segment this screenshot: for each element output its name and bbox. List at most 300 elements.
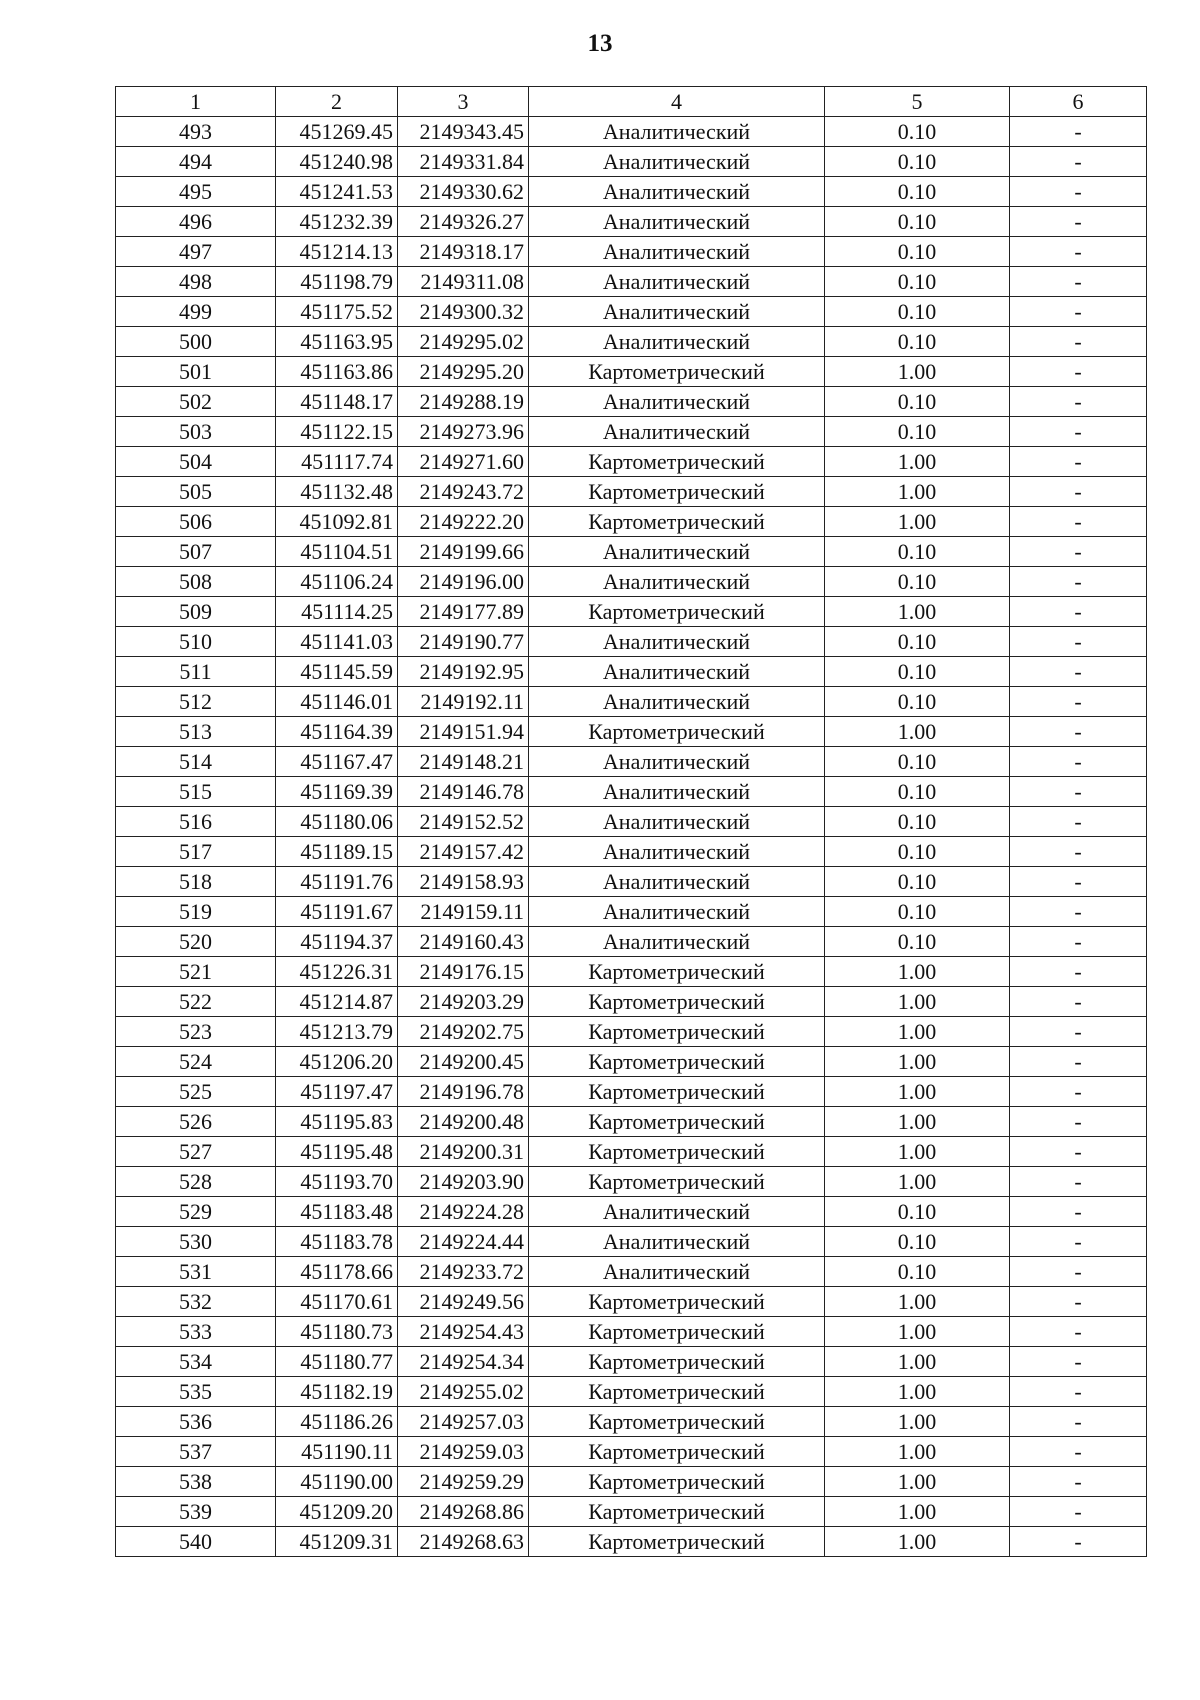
column-header-1: 1 [116,87,276,117]
y-coordinate-cell: 2149160.43 [398,927,529,957]
point-number-cell: 527 [116,1137,276,1167]
x-coordinate-cell: 451117.74 [276,447,398,477]
accuracy-cell: 1.00 [825,1287,1010,1317]
accuracy-cell: 1.00 [825,1377,1010,1407]
accuracy-cell: 1.00 [825,1467,1010,1497]
table-row [116,477,1147,507]
method-cell: Аналитический [529,1257,825,1287]
method-cell: Картометрический [529,987,825,1017]
method-cell: Аналитический [529,237,825,267]
table-row [116,1137,1147,1167]
point-number-cell: 511 [116,657,276,687]
accuracy-cell: 0.10 [825,687,1010,717]
table-row [116,807,1147,837]
method-cell: Аналитический [529,897,825,927]
y-coordinate-cell: 2149152.52 [398,807,529,837]
x-coordinate-cell: 451180.77 [276,1347,398,1377]
x-coordinate-cell: 451170.61 [276,1287,398,1317]
x-coordinate-cell: 451146.01 [276,687,398,717]
accuracy-cell: 0.10 [825,537,1010,567]
table-row [116,1377,1147,1407]
point-number-cell: 500 [116,327,276,357]
x-coordinate-cell: 451191.67 [276,897,398,927]
x-coordinate-cell: 451198.79 [276,267,398,297]
method-cell: Аналитический [529,207,825,237]
point-number-cell: 497 [116,237,276,267]
x-coordinate-cell: 451141.03 [276,627,398,657]
method-cell: Аналитический [529,177,825,207]
method-cell: Аналитический [529,927,825,957]
table-row [116,177,1147,207]
point-number-cell: 532 [116,1287,276,1317]
y-coordinate-cell: 2149257.03 [398,1407,529,1437]
method-cell: Картометрический [529,477,825,507]
method-cell: Аналитический [529,387,825,417]
x-coordinate-cell: 451180.06 [276,807,398,837]
table-row [116,747,1147,777]
accuracy-cell: 1.00 [825,1437,1010,1467]
x-coordinate-cell: 451226.31 [276,957,398,987]
accuracy-cell: 1.00 [825,357,1010,387]
note-cell: - [1010,867,1147,897]
y-coordinate-cell: 2149254.34 [398,1347,529,1377]
method-cell: Картометрический [529,507,825,537]
accuracy-cell: 1.00 [825,597,1010,627]
point-number-cell: 496 [116,207,276,237]
x-coordinate-cell: 451175.52 [276,297,398,327]
point-number-cell: 522 [116,987,276,1017]
accuracy-cell: 0.10 [825,1227,1010,1257]
point-number-cell: 518 [116,867,276,897]
method-cell: Аналитический [529,537,825,567]
y-coordinate-cell: 2149222.20 [398,507,529,537]
table-row [116,1047,1147,1077]
accuracy-cell: 0.10 [825,657,1010,687]
y-coordinate-cell: 2149271.60 [398,447,529,477]
y-coordinate-cell: 2149148.21 [398,747,529,777]
method-cell: Картометрический [529,1467,825,1497]
table-row [116,507,1147,537]
y-coordinate-cell: 2149331.84 [398,147,529,177]
note-cell: - [1010,1347,1147,1377]
point-number-cell: 523 [116,1017,276,1047]
point-number-cell: 514 [116,747,276,777]
table-row [116,567,1147,597]
x-coordinate-cell: 451092.81 [276,507,398,537]
x-coordinate-cell: 451183.48 [276,1197,398,1227]
x-coordinate-cell: 451163.95 [276,327,398,357]
note-cell: - [1010,1497,1147,1527]
y-coordinate-cell: 2149300.32 [398,297,529,327]
note-cell: - [1010,147,1147,177]
table-row [116,1317,1147,1347]
x-coordinate-cell: 451183.78 [276,1227,398,1257]
note-cell: - [1010,1227,1147,1257]
method-cell: Аналитический [529,417,825,447]
note-cell: - [1010,1197,1147,1227]
note-cell: - [1010,1017,1147,1047]
note-cell: - [1010,657,1147,687]
coordinates-table [115,86,1147,1557]
note-cell: - [1010,927,1147,957]
column-header-5: 5 [825,87,1010,117]
table-row [116,1227,1147,1257]
method-cell: Картометрический [529,1107,825,1137]
method-cell: Картометрический [529,597,825,627]
accuracy-cell: 1.00 [825,957,1010,987]
point-number-cell: 507 [116,537,276,567]
method-cell: Картометрический [529,1287,825,1317]
method-cell: Картометрический [529,357,825,387]
x-coordinate-cell: 451191.76 [276,867,398,897]
accuracy-cell: 1.00 [825,1347,1010,1377]
column-header-2: 2 [276,87,398,117]
method-cell: Картометрический [529,717,825,747]
table-row [116,1467,1147,1497]
method-cell: Аналитический [529,657,825,687]
note-cell: - [1010,1137,1147,1167]
y-coordinate-cell: 2149203.29 [398,987,529,1017]
y-coordinate-cell: 2149200.48 [398,1107,529,1137]
table-row [116,627,1147,657]
x-coordinate-cell: 451190.11 [276,1437,398,1467]
method-cell: Аналитический [529,1227,825,1257]
method-cell: Картометрический [529,1317,825,1347]
table-row [116,957,1147,987]
table-row [116,207,1147,237]
note-cell: - [1010,267,1147,297]
x-coordinate-cell: 451145.59 [276,657,398,687]
note-cell: - [1010,837,1147,867]
point-number-cell: 521 [116,957,276,987]
table-row [116,297,1147,327]
note-cell: - [1010,957,1147,987]
note-cell: - [1010,597,1147,627]
note-cell: - [1010,117,1147,147]
point-number-cell: 509 [116,597,276,627]
point-number-cell: 538 [116,1467,276,1497]
note-cell: - [1010,777,1147,807]
note-cell: - [1010,627,1147,657]
table-row [116,1017,1147,1047]
y-coordinate-cell: 2149295.20 [398,357,529,387]
table-row [116,867,1147,897]
point-number-cell: 537 [116,1437,276,1467]
accuracy-cell: 0.10 [825,117,1010,147]
y-coordinate-cell: 2149255.02 [398,1377,529,1407]
table-body [116,117,1147,1557]
point-number-cell: 533 [116,1317,276,1347]
table-row [116,537,1147,567]
method-cell: Картометрический [529,1347,825,1377]
accuracy-cell: 1.00 [825,447,1010,477]
note-cell: - [1010,1437,1147,1467]
table-row [116,447,1147,477]
x-coordinate-cell: 451190.00 [276,1467,398,1497]
note-cell: - [1010,177,1147,207]
x-coordinate-cell: 451122.15 [276,417,398,447]
note-cell: - [1010,387,1147,417]
point-number-cell: 529 [116,1197,276,1227]
y-coordinate-cell: 2149224.28 [398,1197,529,1227]
table-row [116,597,1147,627]
note-cell: - [1010,1077,1147,1107]
point-number-cell: 512 [116,687,276,717]
table-row [116,387,1147,417]
y-coordinate-cell: 2149151.94 [398,717,529,747]
y-coordinate-cell: 2149203.90 [398,1167,529,1197]
note-cell: - [1010,1317,1147,1347]
method-cell: Картометрический [529,1047,825,1077]
point-number-cell: 535 [116,1377,276,1407]
y-coordinate-cell: 2149177.89 [398,597,529,627]
x-coordinate-cell: 451167.47 [276,747,398,777]
method-cell: Аналитический [529,1197,825,1227]
note-cell: - [1010,357,1147,387]
x-coordinate-cell: 451206.20 [276,1047,398,1077]
note-cell: - [1010,1167,1147,1197]
y-coordinate-cell: 2149200.31 [398,1137,529,1167]
x-coordinate-cell: 451148.17 [276,387,398,417]
note-cell: - [1010,807,1147,837]
point-number-cell: 501 [116,357,276,387]
x-coordinate-cell: 451106.24 [276,567,398,597]
method-cell: Картометрический [529,1377,825,1407]
y-coordinate-cell: 2149176.15 [398,957,529,987]
note-cell: - [1010,747,1147,777]
note-cell: - [1010,1047,1147,1077]
y-coordinate-cell: 2149330.62 [398,177,529,207]
x-coordinate-cell: 451163.86 [276,357,398,387]
y-coordinate-cell: 2149202.75 [398,1017,529,1047]
column-header-4: 4 [529,87,825,117]
note-cell: - [1010,1467,1147,1497]
accuracy-cell: 1.00 [825,1047,1010,1077]
note-cell: - [1010,327,1147,357]
accuracy-cell: 1.00 [825,1527,1010,1557]
method-cell: Картометрический [529,957,825,987]
table-row [116,267,1147,297]
y-coordinate-cell: 2149259.29 [398,1467,529,1497]
method-cell: Аналитический [529,687,825,717]
table-row [116,147,1147,177]
note-cell: - [1010,687,1147,717]
accuracy-cell: 0.10 [825,177,1010,207]
method-cell: Картометрический [529,1167,825,1197]
note-cell: - [1010,417,1147,447]
x-coordinate-cell: 451169.39 [276,777,398,807]
y-coordinate-cell: 2149157.42 [398,837,529,867]
note-cell: - [1010,477,1147,507]
y-coordinate-cell: 2149190.77 [398,627,529,657]
y-coordinate-cell: 2149273.96 [398,417,529,447]
table-row [116,1527,1147,1557]
table-row [116,1257,1147,1287]
y-coordinate-cell: 2149343.45 [398,117,529,147]
table-row [116,1497,1147,1527]
point-number-cell: 516 [116,807,276,837]
method-cell: Аналитический [529,777,825,807]
accuracy-cell: 1.00 [825,1077,1010,1107]
accuracy-cell: 1.00 [825,1167,1010,1197]
y-coordinate-cell: 2149288.19 [398,387,529,417]
x-coordinate-cell: 451214.13 [276,237,398,267]
point-number-cell: 506 [116,507,276,537]
column-header-3: 3 [398,87,529,117]
method-cell: Аналитический [529,867,825,897]
accuracy-cell: 0.10 [825,297,1010,327]
point-number-cell: 517 [116,837,276,867]
accuracy-cell: 0.10 [825,837,1010,867]
point-number-cell: 513 [116,717,276,747]
y-coordinate-cell: 2149224.44 [398,1227,529,1257]
method-cell: Картометрический [529,1527,825,1557]
point-number-cell: 499 [116,297,276,327]
point-number-cell: 502 [116,387,276,417]
accuracy-cell: 0.10 [825,417,1010,447]
x-coordinate-cell: 451209.31 [276,1527,398,1557]
accuracy-cell: 1.00 [825,1497,1010,1527]
accuracy-cell: 1.00 [825,1107,1010,1137]
accuracy-cell: 0.10 [825,627,1010,657]
table-row [116,357,1147,387]
note-cell: - [1010,1407,1147,1437]
table-row [116,717,1147,747]
column-header-6: 6 [1010,87,1147,117]
method-cell: Аналитический [529,327,825,357]
accuracy-cell: 0.10 [825,327,1010,357]
point-number-cell: 498 [116,267,276,297]
table-row [116,837,1147,867]
table-row [116,1347,1147,1377]
point-number-cell: 539 [116,1497,276,1527]
accuracy-cell: 0.10 [825,207,1010,237]
x-coordinate-cell: 451240.98 [276,147,398,177]
accuracy-cell: 0.10 [825,867,1010,897]
accuracy-cell: 0.10 [825,777,1010,807]
table-row [116,1077,1147,1107]
y-coordinate-cell: 2149200.45 [398,1047,529,1077]
x-coordinate-cell: 451104.51 [276,537,398,567]
table-row [116,1407,1147,1437]
method-cell: Аналитический [529,807,825,837]
table-row [116,987,1147,1017]
method-cell: Аналитический [529,117,825,147]
accuracy-cell: 0.10 [825,897,1010,927]
point-number-cell: 524 [116,1047,276,1077]
method-cell: Картометрический [529,1077,825,1107]
y-coordinate-cell: 2149326.27 [398,207,529,237]
note-cell: - [1010,1527,1147,1557]
x-coordinate-cell: 451178.66 [276,1257,398,1287]
accuracy-cell: 0.10 [825,237,1010,267]
point-number-cell: 504 [116,447,276,477]
accuracy-cell: 0.10 [825,747,1010,777]
method-cell: Аналитический [529,567,825,597]
x-coordinate-cell: 451195.48 [276,1137,398,1167]
note-cell: - [1010,717,1147,747]
point-number-cell: 540 [116,1527,276,1557]
accuracy-cell: 1.00 [825,477,1010,507]
note-cell: - [1010,1257,1147,1287]
table-row [116,1287,1147,1317]
point-number-cell: 505 [116,477,276,507]
x-coordinate-cell: 451189.15 [276,837,398,867]
x-coordinate-cell: 451241.53 [276,177,398,207]
page-number: 13 [587,30,613,57]
y-coordinate-cell: 2149196.00 [398,567,529,597]
y-coordinate-cell: 2149243.72 [398,477,529,507]
y-coordinate-cell: 2149159.11 [398,897,529,927]
accuracy-cell: 0.10 [825,807,1010,837]
note-cell: - [1010,897,1147,927]
method-cell: Аналитический [529,267,825,297]
table-row [116,897,1147,927]
y-coordinate-cell: 2149254.43 [398,1317,529,1347]
note-cell: - [1010,567,1147,597]
x-coordinate-cell: 451114.25 [276,597,398,627]
point-number-cell: 519 [116,897,276,927]
point-number-cell: 534 [116,1347,276,1377]
method-cell: Аналитический [529,837,825,867]
method-cell: Картометрический [529,1137,825,1167]
note-cell: - [1010,1107,1147,1137]
x-coordinate-cell: 451214.87 [276,987,398,1017]
point-number-cell: 493 [116,117,276,147]
x-coordinate-cell: 451180.73 [276,1317,398,1347]
point-number-cell: 526 [116,1107,276,1137]
y-coordinate-cell: 2149268.86 [398,1497,529,1527]
point-number-cell: 510 [116,627,276,657]
x-coordinate-cell: 451132.48 [276,477,398,507]
x-coordinate-cell: 451195.83 [276,1107,398,1137]
y-coordinate-cell: 2149249.56 [398,1287,529,1317]
y-coordinate-cell: 2149295.02 [398,327,529,357]
method-cell: Картометрический [529,1497,825,1527]
x-coordinate-cell: 451269.45 [276,117,398,147]
point-number-cell: 536 [116,1407,276,1437]
accuracy-cell: 0.10 [825,1197,1010,1227]
point-number-cell: 515 [116,777,276,807]
note-cell: - [1010,1377,1147,1407]
point-number-cell: 494 [116,147,276,177]
note-cell: - [1010,507,1147,537]
y-coordinate-cell: 2149199.66 [398,537,529,567]
y-coordinate-cell: 2149233.72 [398,1257,529,1287]
note-cell: - [1010,237,1147,267]
x-coordinate-cell: 451209.20 [276,1497,398,1527]
note-cell: - [1010,987,1147,1017]
table-row [116,1437,1147,1467]
accuracy-cell: 0.10 [825,1257,1010,1287]
method-cell: Аналитический [529,297,825,327]
accuracy-cell: 1.00 [825,1017,1010,1047]
table-row [116,687,1147,717]
table-row [116,117,1147,147]
point-number-cell: 525 [116,1077,276,1107]
point-number-cell: 508 [116,567,276,597]
method-cell: Аналитический [529,147,825,177]
accuracy-cell: 1.00 [825,717,1010,747]
y-coordinate-cell: 2149146.78 [398,777,529,807]
method-cell: Картометрический [529,1017,825,1047]
point-number-cell: 528 [116,1167,276,1197]
table-row [116,417,1147,447]
y-coordinate-cell: 2149259.03 [398,1437,529,1467]
table-row [116,777,1147,807]
method-cell: Аналитический [529,747,825,777]
y-coordinate-cell: 2149192.11 [398,687,529,717]
